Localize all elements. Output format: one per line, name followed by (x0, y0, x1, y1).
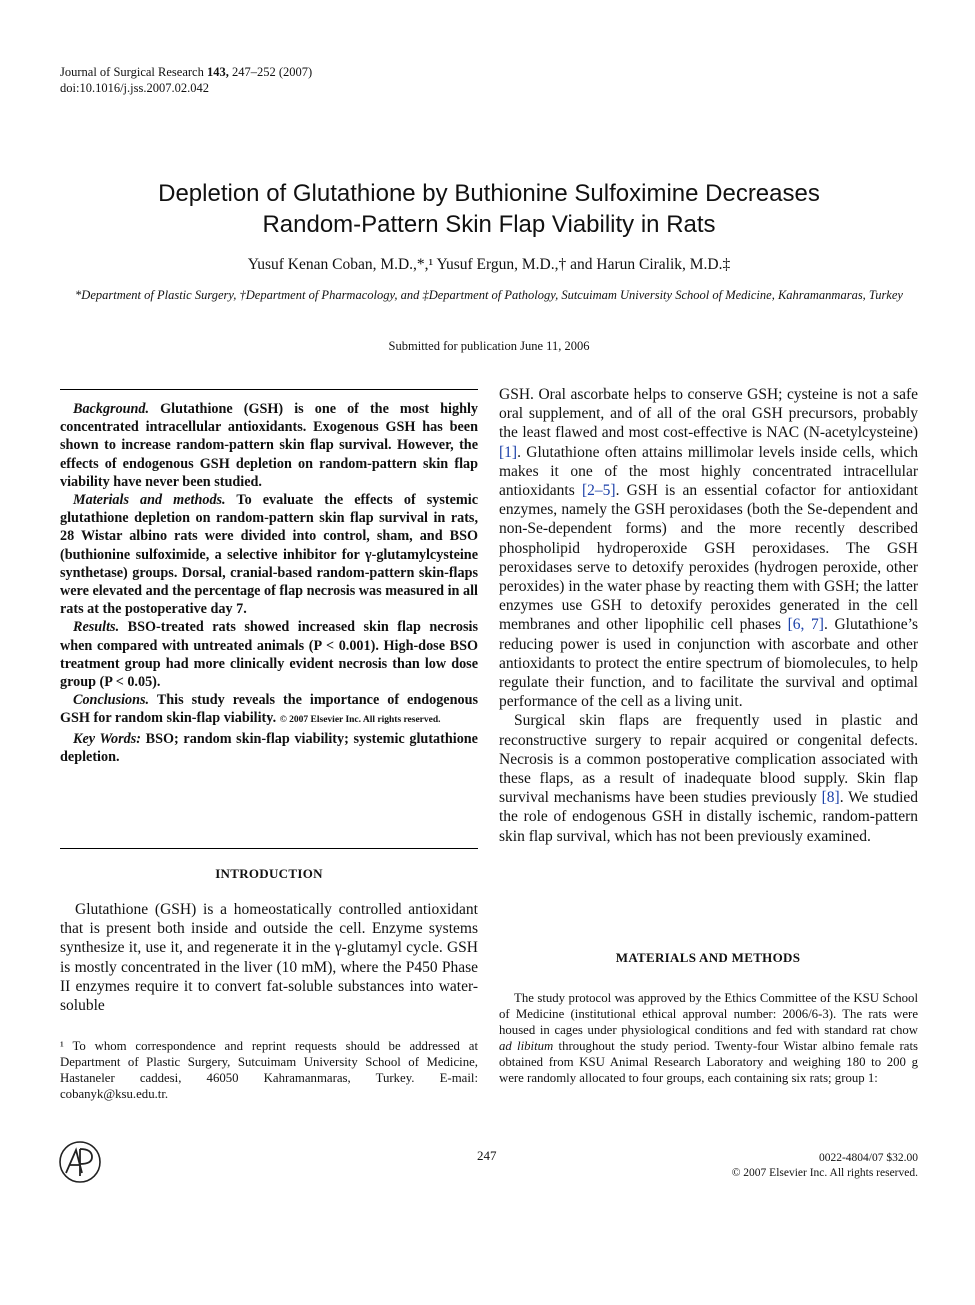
article-title (60, 178, 918, 240)
methods-heading: MATERIALS AND METHODS (615, 950, 801, 965)
background-label: Background. (73, 401, 150, 417)
conclusions-text: This study reveals the importance of endogenous GSH for random skin-flap viability. (60, 692, 478, 727)
title-line-2: Random-Pattern Skin Flap Viability in Rats (262, 211, 716, 238)
background-text: Glutathione (GSH) is one of the most highly concentrated intracellular antioxidants. Exogenous GSH has been shown to increase random-pattern skin flap survival. However, the effects of endogenous GSH depletion on random-pattern skin flap viability have never been studied. (60, 401, 478, 490)
keywords-text: BSO; random skin-flap viability; systemic glutathione depletion. (60, 730, 478, 765)
results-text: BSO-treated rats showed increased skin flap necrosis when compared with untreated animals (P < 0.001). High-dose BSO treatment group had more clinically evident necrosis than low dose group (P < 0.05). (60, 619, 478, 691)
journal-header (60, 64, 312, 96)
intro-paragraph: Glutathione (GSH) is a homeostatically controlled antioxidant that is present both inside and outside the cell. Enzyme systems synthesize it, use it, and regenerate it in the γ-glutamyl cycle. GSH is mostly concentrated in the liver (10 mM), where the P450 Phase II enzymes require it to convert fat-soluble substances into water-soluble (60, 901, 478, 1015)
citation-link[interactable]: [1] (499, 443, 518, 461)
abstract-bottom-rule (60, 848, 478, 849)
doi[interactable]: doi:10.1016/j.jss.2007.02.042 (60, 81, 209, 95)
abstract (60, 400, 478, 766)
title-line-1: Depletion of Glutathione by Buthionine Sulfoximine Decreases (158, 180, 820, 207)
page-number: 247 (477, 1148, 497, 1163)
right-paragraph-1: GSH. Oral ascorbate helps to conserve GSH; cysteine is not a safe oral supplement, and of all of the oral GSH precursors, probably the least flawed and most cost-effective is NAC (N-acetylcysteine) [1]. Glutathione often attains millimolar levels inside cells, which makes it one of the most highly concentrated intracellular antioxidants [2–5]. GSH is an essential cofactor for antioxidant enzymes, namely the GSH peroxidases (both the Se-dependent and non-Se-dependent forms) and the more recently described phospholipid hydroperoxide GSH peroxidases. The GSH peroxidases serve to detoxify peroxides (hydrogen peroxide, other peroxides) in the water phase by reacting them with GSH; the latter enzymes use GSH to detoxify peroxides generated in the cell membranes and other lipophilic cell phases [6, 7]. Glutathione’s reducing power is used in conjunction with ascorbate and other antioxidants to protect the entire spectrum of biomolecules, to help regulate their function, and to facilitate the survival and optimal performance of the cell as a living unit. (499, 386, 918, 711)
abstract-top-rule (60, 389, 478, 390)
footer-copyright: © 2007 Elsevier Inc. All rights reserved. (731, 1167, 918, 1179)
right-paragraph-2: Surgical skin flaps are frequently used in plastic and reconstructive surgery to repair acquired or congenital defects. Necrosis is a common postoperative complication associated with these flaps, as a result of inadequate blood supply. Skin flap survival mechanisms have been studies previously [8]. We studied the role of endogenous GSH in distally ischemic, random-pattern skin flap survival, which has not been previously examined. (499, 712, 919, 845)
conclusions-label: Conclusions. (73, 692, 150, 709)
right-column-body (499, 385, 918, 846)
citation-link[interactable]: [6, 7] (787, 616, 824, 634)
issn: 0022-4804/07 $32.00 (818, 1152, 918, 1164)
journal-volume: 143, (206, 65, 229, 79)
introduction-heading: INTRODUCTION (215, 866, 323, 881)
journal-pages: 247–252 (2007) (231, 65, 313, 79)
submitted-date: Submitted for publication June 11, 2006 (388, 339, 590, 353)
journal-name: Journal of Surgical Research (60, 65, 204, 79)
footer-info (640, 1151, 918, 1181)
citation-link[interactable]: [8] (821, 789, 840, 807)
introduction-body (60, 900, 478, 1015)
results-label: Results. (73, 619, 120, 636)
footnote: ¹ To whom correspondence and reprint requests should be addressed at Department of Plastic Surgery, Sutcuimam University School of Medicine, Hastaneler caddesi, 46050 Kahramanmaras, Turkey. E-mail: cobanyk@ksu.edu.tr. (60, 1039, 478, 1101)
authors: Yusuf Kenan Coban, M.D.,*,¹ Yusuf Ergun, M.D.,† and Harun Ciralik, M.D.‡ (247, 256, 731, 273)
keywords-label: Key Words: (73, 730, 141, 747)
citation-link[interactable]: [2–5] (582, 482, 616, 500)
methods-body: The study protocol was approved by the Ethics Committee of the KSU School of Medicine (institutional ethical approval number: 2006/6-3). The rats were housed in cages under physiological conditions and fed with standard rat chow ad libitum throughout the study period. Twenty-four Wistar albino female rats obtained from KSU Animal Research Laboratory and weighing 180 to 200 g were randomly allocated to four groups, each containing six rats; group 1: (499, 991, 918, 1085)
abstract-copyright: © 2007 Elsevier Inc. All rights reserved. (279, 715, 441, 726)
methods-text: To evaluate the effects of systemic glutathione depletion on random-pattern skin flap survival in rats, 28 Wistar albino rats were divided into control, sham, and BSO (buthionine sulfoximide, a selective inhibitor for γ-glutamylcysteine synthetase) groups. Dorsal, cranial-based random-pattern skin-flaps were elevated and the percentage of flap necrosis was measured in all rats at the postoperative day 7. (60, 492, 478, 618)
methods-label: Materials and methods. (73, 492, 226, 509)
affiliation: *Department of Plastic Surgery, †Department of Pharmacology, and ‡Department of Pathology, Sutcuimam University School of Medicine, Kahramanmaras, Turkey (75, 288, 903, 302)
publisher-logo-icon (58, 1140, 102, 1184)
